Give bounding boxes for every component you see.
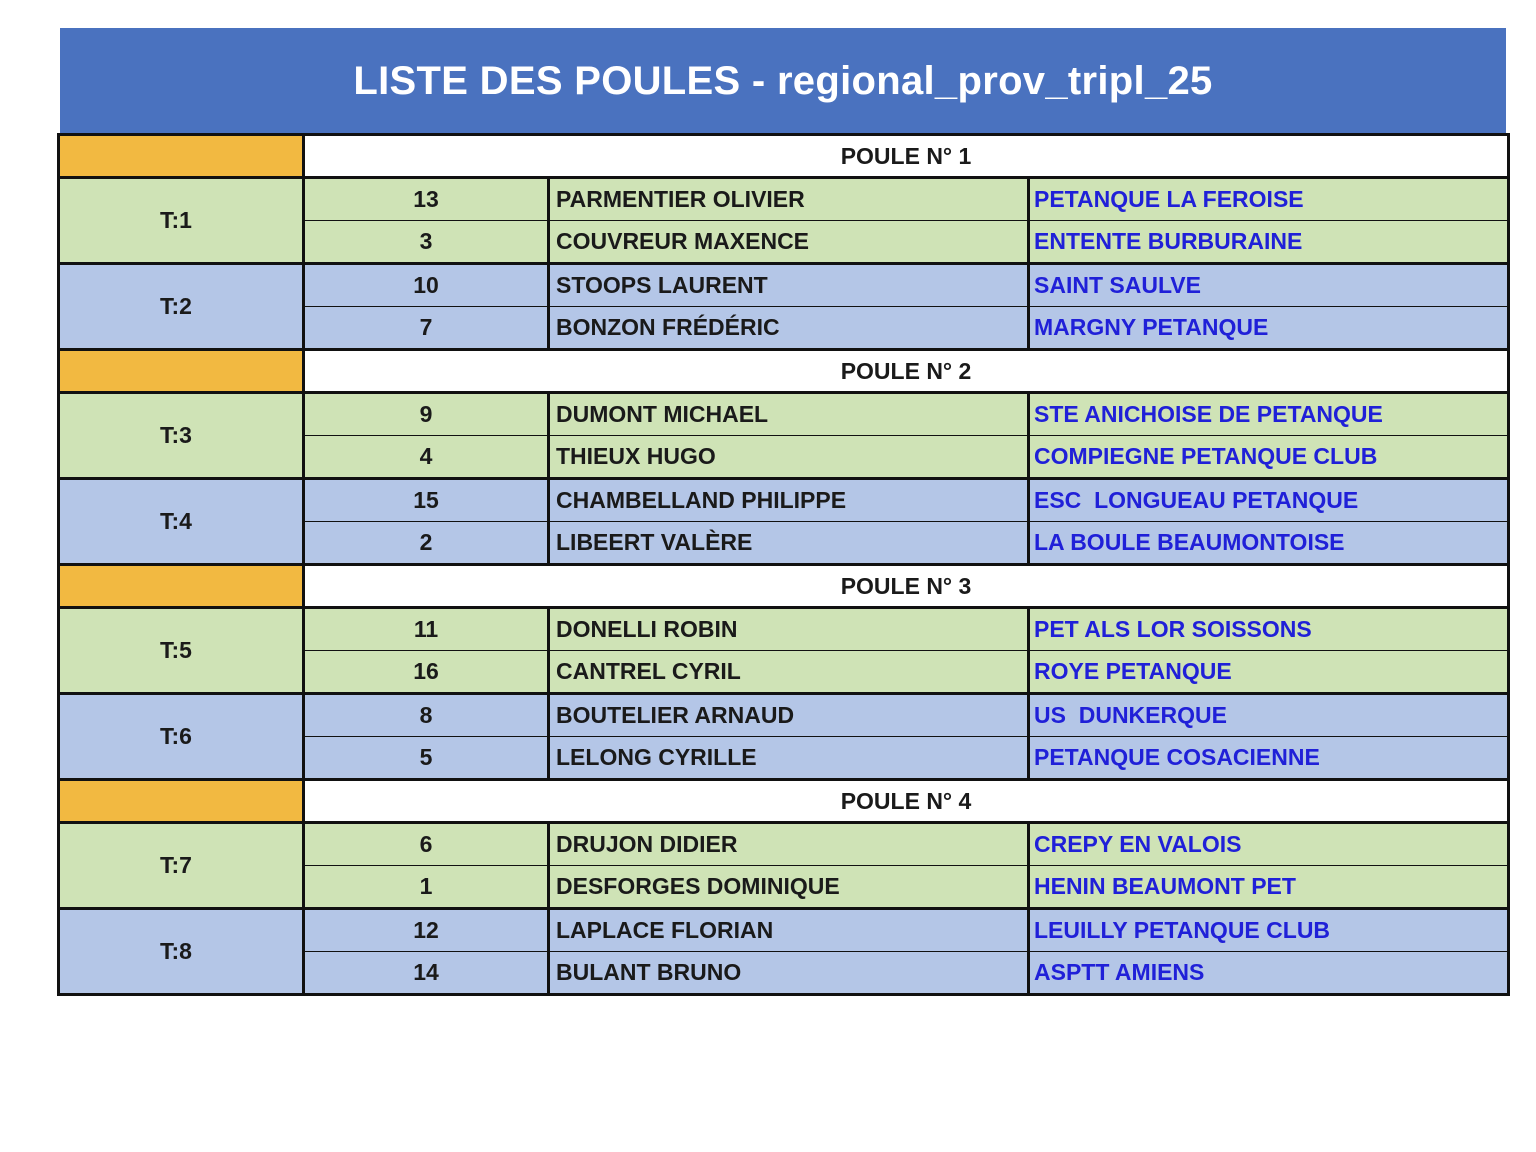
player-name: DESFORGES DOMINIQUE [556,873,840,899]
player-name-cell [549,221,1029,264]
player-number: 13 [413,186,439,212]
poule-header-row [59,565,1509,608]
player-number: 7 [419,314,433,340]
player-name: LAPLACE FLORIAN [556,917,774,943]
player-name-cell [549,823,1029,866]
club-name: ASPTT AMIENS [1034,959,1205,985]
player-number: 2 [419,529,433,555]
player-number-cell [304,651,549,694]
club-name-cell [1029,264,1509,307]
player-name-cell [549,952,1029,995]
poule-title: POULE N° 3 [304,565,1509,608]
player-number-cell [304,608,549,651]
table-row [59,178,1509,221]
player-number: 1 [419,873,433,899]
player-number: 14 [413,959,439,985]
player-name-cell [549,651,1029,694]
player-name: DUMONT MICHAEL [556,401,769,427]
player-name: CHAMBELLAND PHILIPPE [556,487,847,513]
player-name-cell [549,608,1029,651]
player-name: LELONG CYRILLE [556,744,757,770]
club-name: ROYE PETANQUE [1034,658,1232,684]
table-row [59,479,1509,522]
club-name: HENIN BEAUMONT PET [1034,873,1296,899]
club-name: ESC LONGUEAU PETANQUE [1034,487,1359,513]
player-name: STOOPS LAURENT [556,272,768,298]
club-name-cell [1029,866,1509,909]
club-name: US DUNKERQUE [1034,702,1227,728]
poule-header-row [59,780,1509,823]
player-name: CANTREL CYRIL [556,658,741,684]
terrain-label: T:3 [59,393,304,479]
player-number-cell [304,221,549,264]
player-name-cell [549,866,1029,909]
player-number: 16 [413,658,439,684]
club-name-cell [1029,221,1509,264]
player-number: 8 [419,702,433,728]
club-name-cell [1029,737,1509,780]
player-number-cell [304,393,549,436]
club-name: STE ANICHOISE DE PETANQUE [1034,401,1383,427]
terrain-label: T:6 [59,694,304,780]
poule-marker [59,780,304,823]
club-name-cell [1029,393,1509,436]
club-name-cell [1029,823,1509,866]
player-number-cell [304,178,549,221]
club-name: LEUILLY PETANQUE CLUB [1034,917,1331,943]
terrain-label: T:1 [59,178,304,264]
player-name: DONELLI ROBIN [556,616,738,642]
player-number-cell [304,952,549,995]
player-name-cell [549,694,1029,737]
club-name: COMPIEGNE PETANQUE CLUB [1034,443,1378,469]
poule-marker [59,565,304,608]
player-name: LIBEERT VALÈRE [556,529,753,555]
poule-marker [59,135,304,178]
table-row [59,608,1509,651]
player-number: 10 [413,272,439,298]
player-number-cell [304,264,549,307]
terrain-label: T:7 [59,823,304,909]
club-name: PETANQUE COSACIENNE [1034,744,1320,770]
player-name-cell [549,436,1029,479]
poule-title: POULE N° 2 [304,350,1509,393]
table-row [59,393,1509,436]
terrain-label: T:5 [59,608,304,694]
table-row [59,264,1509,307]
player-number: 15 [413,487,439,513]
club-name-cell [1029,436,1509,479]
player-name-cell [549,178,1029,221]
player-number-cell [304,479,549,522]
player-number: 6 [419,831,433,857]
player-name-cell [549,522,1029,565]
player-name-cell [549,393,1029,436]
poule-marker [59,350,304,393]
club-name: ENTENTE BURBURAINE [1034,228,1303,254]
poule-header-row [59,135,1509,178]
player-number: 4 [419,443,433,469]
club-name-cell [1029,307,1509,350]
club-name: PET ALS LOR SOISSONS [1034,616,1312,642]
table-row [59,823,1509,866]
club-name-cell [1029,178,1509,221]
player-name-cell [549,737,1029,780]
club-name: MARGNY PETANQUE [1034,314,1269,340]
player-name: PARMENTIER OLIVIER [556,186,805,212]
player-number: 3 [419,228,433,254]
table-row [59,694,1509,737]
player-name: BOUTELIER ARNAUD [556,702,795,728]
player-number-cell [304,307,549,350]
player-number-cell [304,737,549,780]
poule-header-row [59,350,1509,393]
table-row [59,909,1509,952]
player-number: 12 [413,917,439,943]
player-name: COUVREUR MAXENCE [556,228,810,254]
player-number: 5 [419,744,433,770]
poule-title: POULE N° 1 [304,135,1509,178]
club-name: PETANQUE LA FEROISE [1034,186,1304,212]
player-name-cell [549,264,1029,307]
club-name-cell [1029,522,1509,565]
player-name: DRUJON DIDIER [556,831,738,857]
player-number-cell [304,866,549,909]
club-name: SAINT SAULVE [1034,272,1201,298]
player-number: 11 [413,616,439,642]
player-name-cell [549,909,1029,952]
terrain-label: T:4 [59,479,304,565]
poule-title: POULE N° 4 [304,780,1509,823]
club-name: LA BOULE BEAUMONTOISE [1034,529,1345,555]
player-name-cell [549,307,1029,350]
page-title: LISTE DES POULES - regional_prov_tripl_25 [60,28,1506,134]
player-number-cell [304,436,549,479]
club-name: CREPY EN VALOIS [1034,831,1242,857]
player-name-cell [549,479,1029,522]
player-number-cell [304,694,549,737]
poules-table [57,133,1510,996]
club-name-cell [1029,909,1509,952]
club-name-cell [1029,651,1509,694]
club-name-cell [1029,952,1509,995]
club-name-cell [1029,479,1509,522]
player-number-cell [304,823,549,866]
player-name: BULANT BRUNO [556,959,742,985]
player-number: 9 [419,401,433,427]
club-name-cell [1029,694,1509,737]
player-number-cell [304,909,549,952]
terrain-label: T:2 [59,264,304,350]
player-name: BONZON FRÉDÉRIC [556,314,780,340]
player-number-cell [304,522,549,565]
player-name: THIEUX HUGO [556,443,716,469]
club-name-cell [1029,608,1509,651]
terrain-label: T:8 [59,909,304,995]
